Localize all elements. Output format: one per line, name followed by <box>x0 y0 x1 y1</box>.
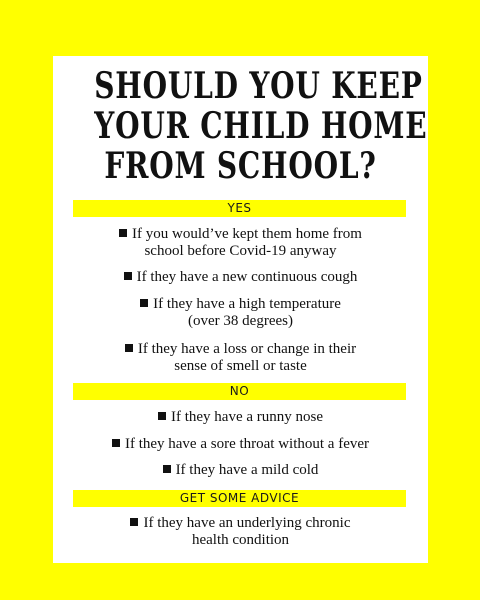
black-square-icon <box>130 518 138 526</box>
list-item <box>53 296 428 330</box>
section-header-advice: GET SOME ADVICE <box>73 490 406 507</box>
list-item-text: If they have an underlying chronic <box>143 515 351 531</box>
list-item <box>53 462 428 479</box>
section-header-yes: YES <box>73 200 406 217</box>
list-item <box>53 269 428 286</box>
info-card <box>53 56 428 563</box>
list-item-text: If they have a loss or change in their <box>137 341 357 357</box>
black-square-icon <box>125 344 133 352</box>
list-item-text: If you would’ve kept them home from <box>132 226 362 242</box>
black-square-icon <box>112 439 120 447</box>
title-line: YOUR CHILD HOME <box>94 105 428 147</box>
black-square-icon <box>158 412 166 420</box>
black-square-icon <box>140 299 148 307</box>
list-item-text: health condition <box>191 532 290 548</box>
black-square-icon <box>124 272 132 280</box>
list-item-text: If they have a mild cold <box>175 462 319 478</box>
list-item-text: school before Covid-19 anyway <box>144 243 337 259</box>
black-square-icon <box>119 229 127 237</box>
page-title <box>94 65 428 187</box>
title-line: SHOULD YOU KEEP <box>94 65 423 107</box>
list-item <box>53 515 428 549</box>
list-item-text: If they have a high temperature <box>153 296 341 312</box>
list-item <box>53 436 428 453</box>
list-item-text: If they have a sore throat without a fever <box>124 436 370 452</box>
list-item-text: sense of smell or taste <box>174 358 307 374</box>
section-header-no: NO <box>73 383 406 400</box>
list-item-text: If they have a runny nose <box>170 409 324 425</box>
list-item <box>53 409 428 426</box>
black-square-icon <box>163 465 171 473</box>
list-item <box>53 226 428 260</box>
list-item-text: (over 38 degrees) <box>188 313 293 329</box>
list-item <box>53 341 428 375</box>
title-line: FROM SCHOOL? <box>104 145 377 187</box>
list-item-text: If they have a new continuous cough <box>136 269 358 285</box>
